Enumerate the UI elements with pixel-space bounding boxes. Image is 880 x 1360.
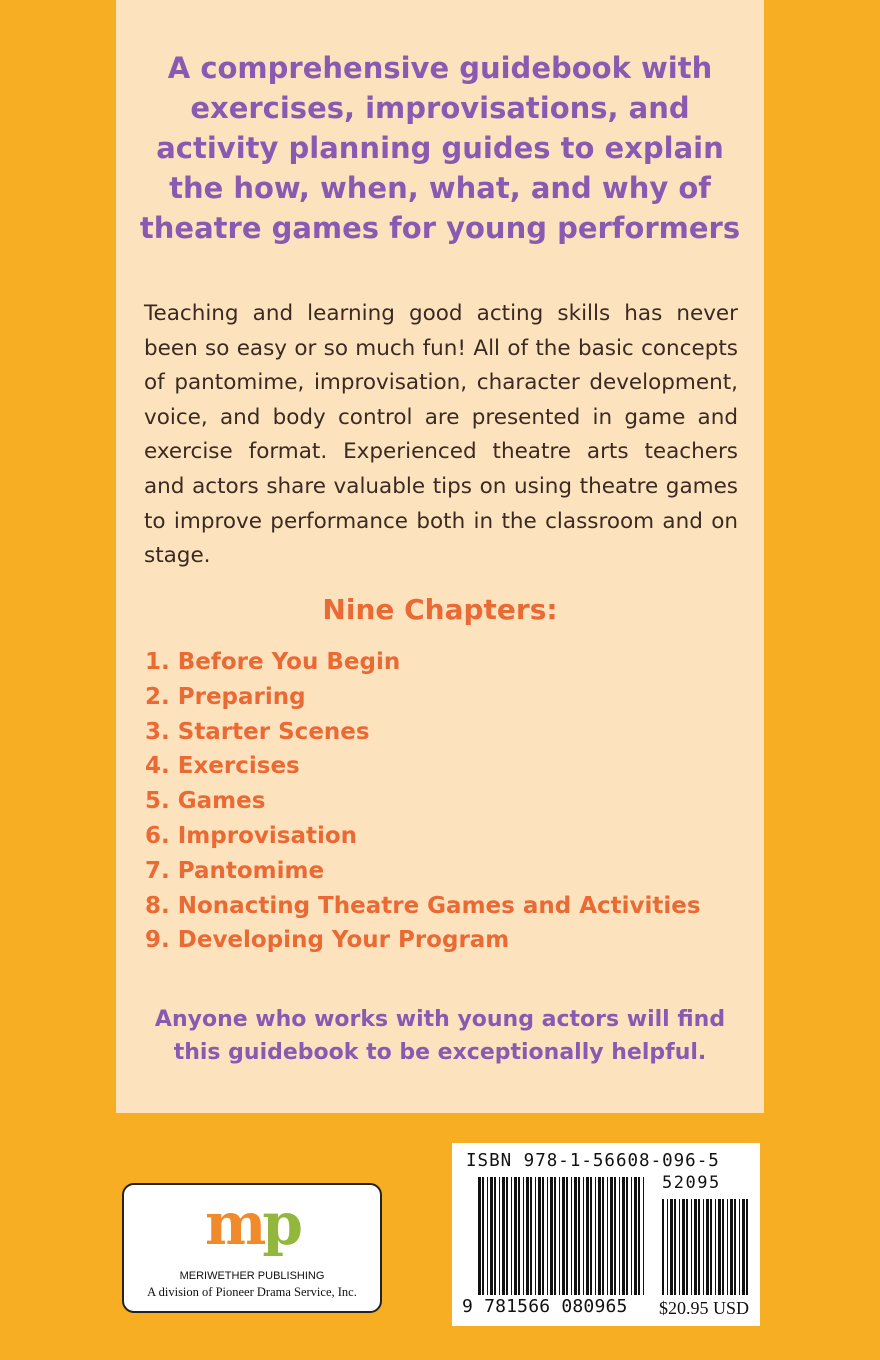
barcode-bar bbox=[530, 1177, 532, 1295]
description-paragraph: Teaching and learning good acting skills has never been so easy or so much fun! All of the basic concepts of pantomime, improvisation, character development, voice, and body control are presented in game and exercise format. Experienced theatre arts teachers and actors share valuable tips on using theatre games to improve performance both in the classroom and on stage. bbox=[144, 301, 738, 569]
headline: A comprehensive guidebook with exercises, improvisations, and activity planning guides to explain the how, when, what, and why of theatre games for young performers bbox=[139, 51, 741, 245]
chapter-item: 7. Pantomime bbox=[145, 857, 325, 884]
barcode-bar bbox=[734, 1199, 736, 1295]
barcode-bar bbox=[494, 1177, 496, 1295]
barcode-bar bbox=[667, 1199, 668, 1295]
barcode-bar bbox=[718, 1199, 721, 1295]
barcode-bar bbox=[626, 1177, 628, 1295]
barcode-bar bbox=[730, 1199, 733, 1295]
barcode-bar bbox=[586, 1177, 589, 1295]
barcode-bar bbox=[511, 1177, 512, 1295]
publisher-division: A division of Pioneer Drama Service, Inc. bbox=[147, 1285, 357, 1299]
barcode-bar bbox=[559, 1177, 560, 1295]
barcode-bar bbox=[703, 1199, 704, 1295]
barcode-bar bbox=[514, 1177, 517, 1295]
barcode-bar bbox=[502, 1177, 505, 1295]
barcode-bar bbox=[662, 1199, 664, 1295]
isbn-label: ISBN 978-1-56608-096-5 bbox=[466, 1151, 720, 1171]
barcode-bar bbox=[518, 1177, 520, 1295]
barcode-bar bbox=[574, 1177, 577, 1295]
barcode-bar bbox=[562, 1177, 565, 1295]
barcode-bar bbox=[490, 1177, 493, 1295]
barcode-bar bbox=[610, 1177, 613, 1295]
barcode-bar bbox=[614, 1177, 616, 1295]
barcode-bar bbox=[595, 1177, 596, 1295]
chapter-item: 5. Games bbox=[145, 788, 266, 815]
logo-letter-m: m bbox=[205, 1190, 263, 1258]
barcode-bar bbox=[746, 1199, 748, 1295]
chapter-item: 8. Nonacting Theatre Games and Activities bbox=[145, 892, 701, 919]
publisher-name: MERIWETHER PUBLISHING bbox=[179, 1270, 325, 1282]
barcode-bar bbox=[643, 1177, 644, 1295]
barcode-bar bbox=[619, 1177, 620, 1295]
barcode-bar bbox=[478, 1177, 481, 1295]
barcode-bar bbox=[682, 1199, 685, 1295]
barcode-bar bbox=[571, 1177, 572, 1295]
barcode-bar bbox=[674, 1199, 676, 1295]
barcode-bar bbox=[554, 1177, 556, 1295]
price: $20.95 USD bbox=[659, 1298, 750, 1318]
barcode-bar bbox=[679, 1199, 680, 1295]
barcode-bar bbox=[634, 1177, 637, 1295]
publisher-logo-box bbox=[122, 1183, 382, 1313]
barcode-bar bbox=[742, 1199, 745, 1295]
barcode-bar bbox=[722, 1199, 724, 1295]
publisher-logo-icon bbox=[124, 1190, 380, 1258]
barcode-addon-number: 52095 bbox=[662, 1173, 721, 1193]
barcode-box bbox=[452, 1143, 760, 1326]
barcode-bar bbox=[526, 1177, 529, 1295]
closing-statement: Anyone who works with young actors will find this guidebook to be exceptionally helpful. bbox=[154, 1007, 726, 1065]
barcode-bar bbox=[670, 1199, 673, 1295]
chapter-item: 9. Developing Your Program bbox=[145, 927, 510, 954]
barcode-bar bbox=[566, 1177, 568, 1295]
barcode-bar bbox=[631, 1177, 632, 1295]
ean-digits: 9 781566 080965 bbox=[462, 1296, 628, 1317]
chapter-item: 4. Exercises bbox=[145, 753, 300, 780]
barcode-bar bbox=[583, 1177, 584, 1295]
barcode-bar bbox=[590, 1177, 592, 1295]
barcode-bar bbox=[482, 1177, 484, 1295]
barcode-bar bbox=[691, 1199, 692, 1295]
barcode-bar bbox=[607, 1177, 608, 1295]
barcode-bar bbox=[686, 1199, 688, 1295]
barcode-bar bbox=[523, 1177, 524, 1295]
barcode-bar bbox=[499, 1177, 500, 1295]
logo-letter-p: p bbox=[262, 1190, 299, 1258]
chapter-list bbox=[145, 645, 701, 958]
chapter-item: 2. Preparing bbox=[145, 683, 306, 710]
barcode-bar bbox=[550, 1177, 553, 1295]
chapters-heading: Nine Chapters: bbox=[322, 593, 558, 626]
barcode-bar bbox=[739, 1199, 740, 1295]
barcode-bar bbox=[578, 1177, 580, 1295]
barcode-bar bbox=[535, 1177, 536, 1295]
barcode-bar bbox=[602, 1177, 604, 1295]
barcode-bar bbox=[622, 1177, 625, 1295]
barcode-bar bbox=[538, 1177, 541, 1295]
barcode-bar bbox=[598, 1177, 601, 1295]
barcode-bar bbox=[727, 1199, 728, 1295]
barcode-bar bbox=[706, 1199, 709, 1295]
barcode-bar bbox=[694, 1199, 697, 1295]
barcode-bar bbox=[710, 1199, 712, 1295]
chapter-item: 3. Starter Scenes bbox=[145, 718, 370, 745]
barcode-bar bbox=[698, 1199, 700, 1295]
chapter-item: 6. Improvisation bbox=[145, 822, 358, 849]
chapter-item: 1. Before You Begin bbox=[145, 649, 401, 675]
barcode-bar bbox=[542, 1177, 544, 1295]
barcode-bar bbox=[638, 1177, 640, 1295]
barcode-bar bbox=[487, 1177, 488, 1295]
barcode-bar bbox=[547, 1177, 548, 1295]
barcode-bar bbox=[506, 1177, 508, 1295]
barcode-bar bbox=[715, 1199, 716, 1295]
